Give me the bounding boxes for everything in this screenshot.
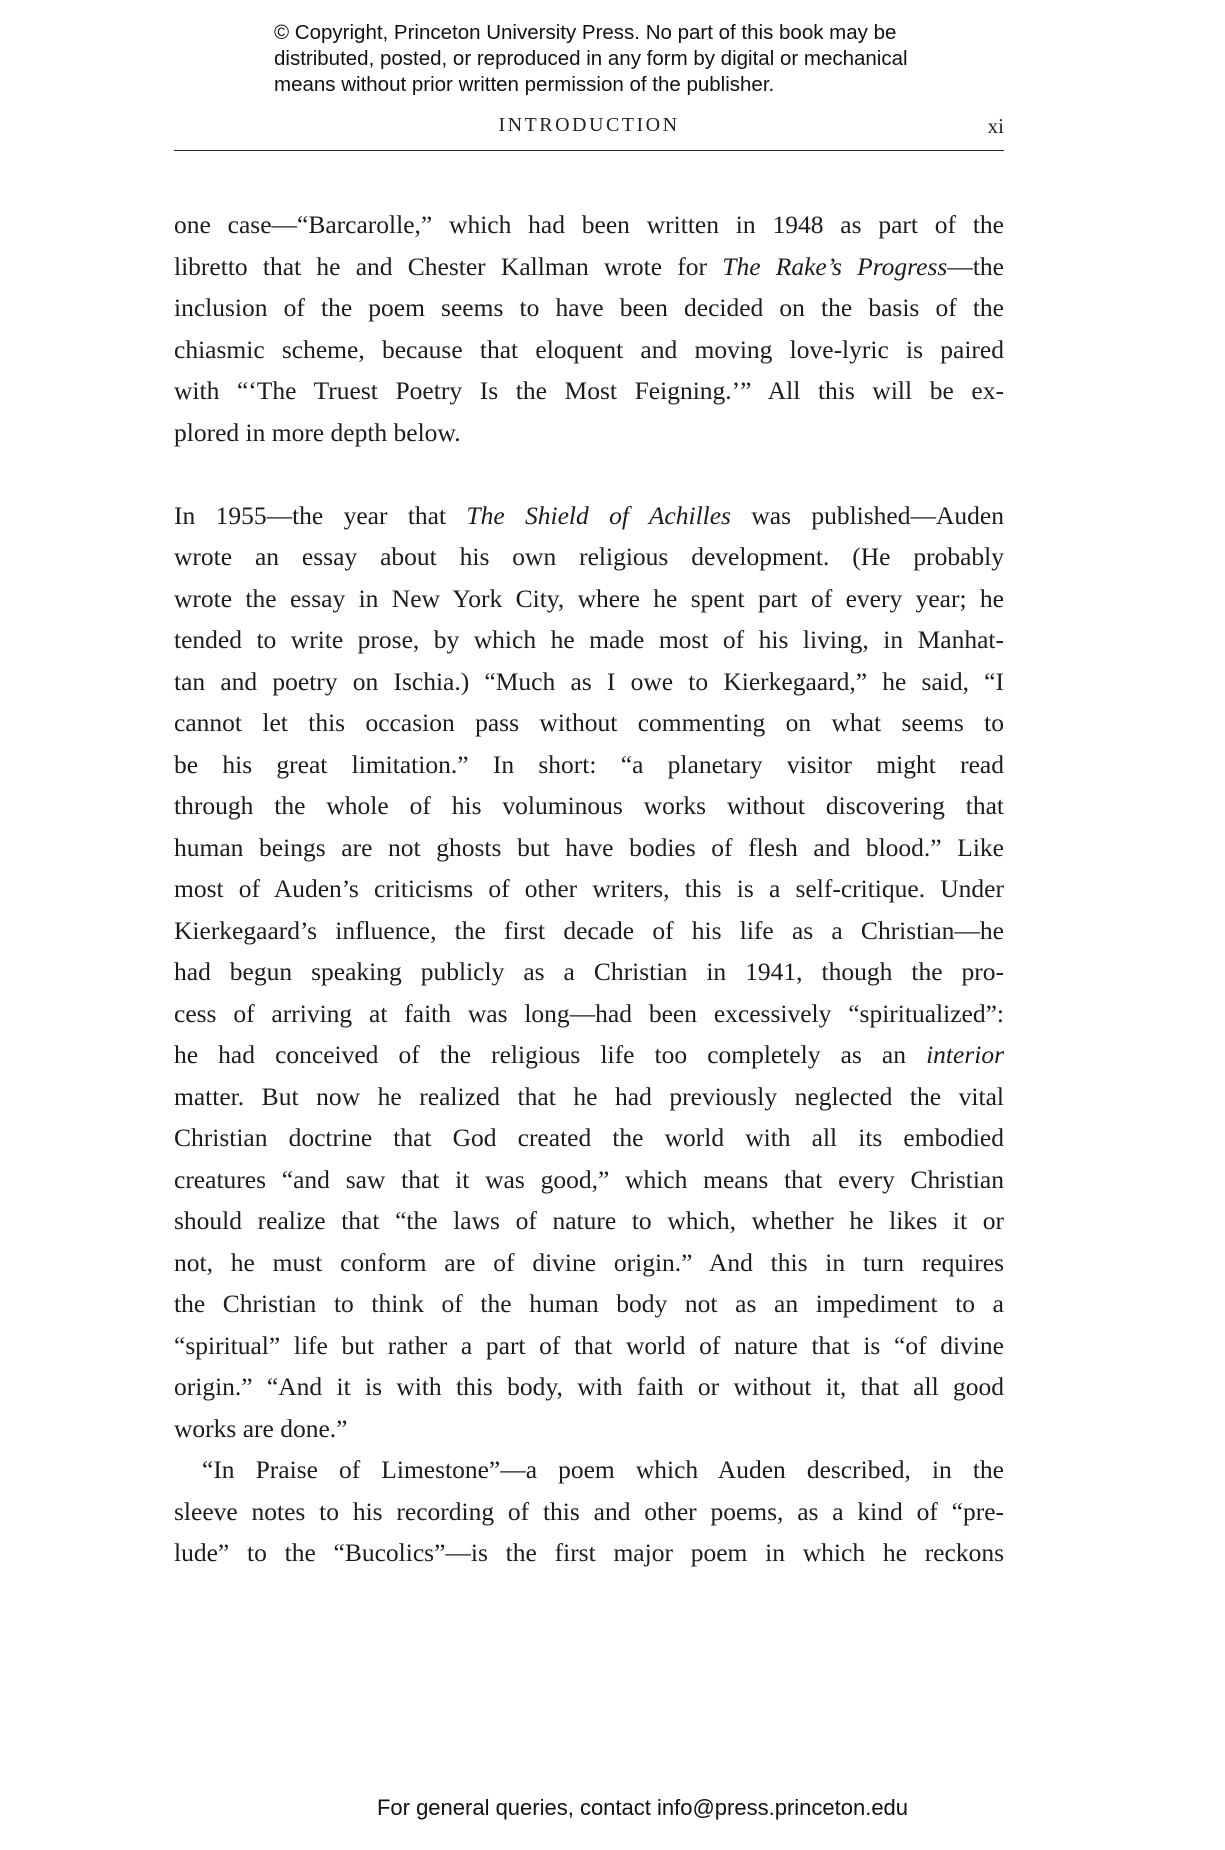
text-line: Christian doctrine that God created the world with all its embodied — [174, 1123, 1004, 1152]
text-line: In 1955—the year that The Shield of Achilles was published—Auden — [174, 500, 1004, 530]
running-title: INTRODUCTION — [498, 114, 680, 136]
text-line: had begun speaking publicly as a Christian in 1941, though the pro- — [174, 957, 1004, 986]
text-line: “In Praise of Limestone”—a poem which Auden described, in the — [202, 1455, 1004, 1484]
text-line: human beings are not ghosts but have bodies of flesh and blood.” Like — [174, 832, 1004, 862]
section-break — [174, 453, 1004, 495]
text-line: chiasmic scheme, because that eloquent and moving love-lyric is paired — [174, 334, 1004, 364]
text-line: the Christian to think of the human body not as an impediment to a — [174, 1289, 1004, 1318]
text-line: wrote an essay about his own religious development. (He probably — [174, 542, 1004, 571]
text-line: libretto that he and Chester Kallman wrote for The Rake’s Progress—the — [174, 251, 1004, 281]
body-text — [174, 204, 1004, 1574]
text-line: through the whole of his voluminous works without discovering that — [174, 791, 1004, 820]
footer-contact: For general queries, contact info@press.princeton.edu — [376, 1795, 909, 1820]
text-line: plored in more depth below. — [174, 417, 461, 447]
text-line: Kierkegaard’s influence, the first decade of his life as a Christian—he — [174, 915, 1004, 945]
text-line: most of Auden’s criticisms of other writers, this is a self-critique. Under — [174, 874, 1004, 903]
copyright-line: means without prior written permission of the publisher. — [274, 73, 775, 96]
text-line: tended to write prose, by which he made most of his living, in Manhat- — [174, 625, 1004, 654]
text-line: one case—“Barcarolle,” which had been written in 1948 as part of the — [174, 210, 1004, 239]
text-line: lude” to the “Bucolics”—is the first major poem in which he reckons — [174, 1538, 1004, 1567]
text-line: be his great limitation.” In short: “a planetary visitor might read — [174, 749, 1004, 779]
paragraph — [174, 1449, 1004, 1574]
text-line: creatures “and saw that it was good,” which means that every Christian — [174, 1164, 1004, 1194]
text-line: wrote the essay in New York City, where he spent part of every year; he — [174, 583, 1004, 613]
paragraph — [174, 204, 1004, 453]
copyright-notice — [274, 20, 1034, 98]
text-line: should realize that “the laws of nature to which, whether he likes it or — [174, 1206, 1004, 1235]
text-line: cess of arriving at faith was long—had been excessively “spiritualized”: — [174, 998, 1004, 1028]
text-line: matter. But now he realized that he had previously neglected the vital — [174, 1081, 1004, 1111]
text-line: with “‘The Truest Poetry Is the Most Feigning.’” All this will be ex- — [174, 376, 1004, 405]
text-line: origin.” “And it is with this body, with faith or without it, that all good — [174, 1372, 1004, 1401]
text-line: “spiritual” life but rather a part of that world of nature that is “of divine — [174, 1330, 1004, 1360]
paragraph — [174, 495, 1004, 1450]
running-head — [174, 110, 1004, 151]
text-line: cannot let this occasion pass without commenting on what seems to — [174, 708, 1004, 737]
page-number: xi — [987, 114, 1004, 138]
text-line: not, he must conform are of divine origin.” And this in turn requires — [174, 1247, 1004, 1277]
text-line: works are done.” — [174, 1413, 348, 1443]
copyright-line: © Copyright, Princeton University Press. No part of this book may be — [274, 21, 897, 44]
text-line: he had conceived of the religious life too completely as an interior — [174, 1040, 1004, 1069]
text-line: inclusion of the poem seems to have been decided on the basis of the — [174, 293, 1004, 322]
text-line: tan and poetry on Ischia.) “Much as I owe to Kierkegaard,” he said, “I — [174, 666, 1004, 696]
copyright-line: distributed, posted, or reproduced in any form by digital or mechanical — [274, 47, 908, 70]
text-line: sleeve notes to his recording of this and other poems, as a kind of “pre- — [174, 1496, 1004, 1526]
